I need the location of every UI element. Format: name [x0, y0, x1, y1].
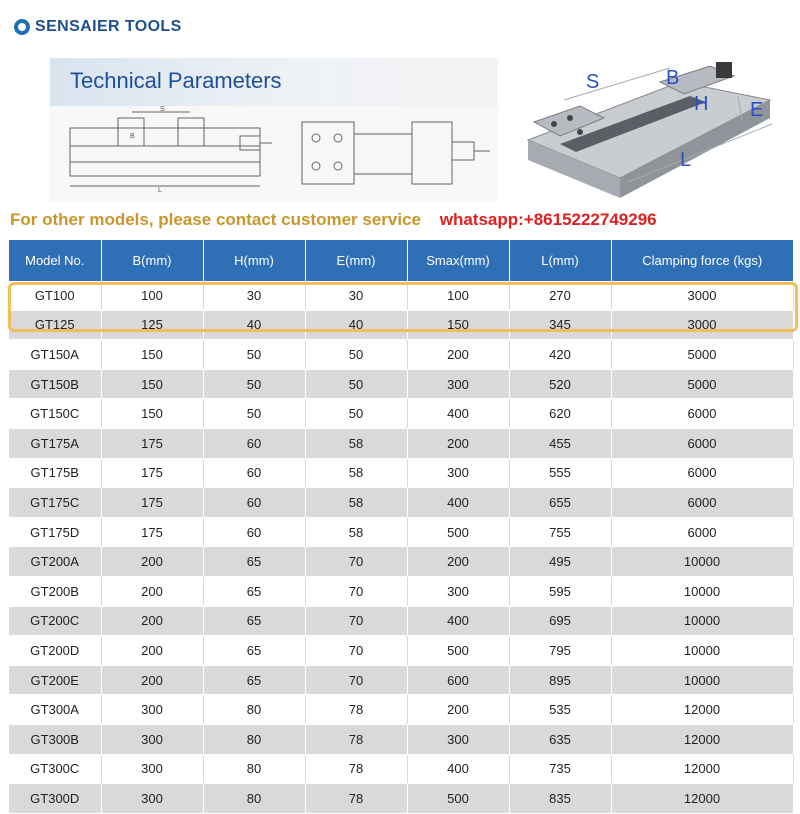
table-cell: 78	[305, 724, 407, 754]
contact-line	[10, 210, 657, 230]
table-cell: 12000	[611, 724, 793, 754]
table-row	[9, 517, 793, 547]
table-cell: 10000	[611, 576, 793, 606]
table-cell: 12000	[611, 754, 793, 784]
banner-title: Technical Parameters	[70, 68, 282, 93]
table-cell: 150	[407, 310, 509, 340]
table-cell: 795	[509, 636, 611, 666]
table-cell: GT300B	[9, 724, 101, 754]
table-cell: GT175C	[9, 488, 101, 518]
table-row	[9, 754, 793, 784]
table-row	[9, 428, 793, 458]
table-cell: 50	[203, 369, 305, 399]
table-cell: 60	[203, 488, 305, 518]
diagram-label-h: H	[694, 93, 709, 115]
table-cell: 100	[407, 281, 509, 310]
table-cell: 895	[509, 665, 611, 695]
table-cell: 10000	[611, 547, 793, 577]
table-cell: 695	[509, 606, 611, 636]
table-cell: 6000	[611, 517, 793, 547]
table-cell: 270	[509, 281, 611, 310]
table-cell: 50	[203, 340, 305, 370]
table-cell: GT300C	[9, 754, 101, 784]
table-cell: 300	[101, 724, 203, 754]
table-cell: 50	[203, 399, 305, 429]
table-row	[9, 547, 793, 577]
table-cell: 600	[407, 665, 509, 695]
table-cell: GT125	[9, 310, 101, 340]
parameters-banner	[50, 58, 498, 106]
table-cell: 150	[101, 369, 203, 399]
table-cell: 30	[203, 281, 305, 310]
logo-text: SENSAIER TOOLS	[35, 18, 182, 35]
table-cell: 3000	[611, 281, 793, 310]
table-row	[9, 458, 793, 488]
table-cell: 200	[407, 428, 509, 458]
table-cell: 78	[305, 784, 407, 814]
table-cell: 175	[101, 458, 203, 488]
table-row	[9, 488, 793, 518]
table-cell: 400	[407, 488, 509, 518]
table-cell: 58	[305, 488, 407, 518]
table-cell: 175	[101, 488, 203, 518]
table-cell: 535	[509, 695, 611, 725]
technical-drawings	[50, 106, 498, 202]
table-cell: GT200A	[9, 547, 101, 577]
table-cell: 620	[509, 399, 611, 429]
table-cell: 6000	[611, 458, 793, 488]
table-cell: 58	[305, 428, 407, 458]
table-cell: 175	[101, 428, 203, 458]
table-cell: 150	[101, 340, 203, 370]
table-cell: 78	[305, 754, 407, 784]
table-cell: 125	[101, 310, 203, 340]
table-cell: 345	[509, 310, 611, 340]
diagram-label-b: B	[666, 67, 680, 89]
table-cell: 200	[407, 340, 509, 370]
table-cell: 60	[203, 517, 305, 547]
table-cell: GT200C	[9, 606, 101, 636]
table-cell: 500	[407, 517, 509, 547]
table-row	[9, 340, 793, 370]
logo-mark-icon	[14, 19, 30, 35]
spec-table	[9, 240, 794, 814]
header-model-no: Model No.	[9, 240, 101, 281]
table-header-row	[9, 240, 793, 281]
table-row	[9, 281, 793, 310]
table-cell: 5000	[611, 340, 793, 370]
table-cell: GT300A	[9, 695, 101, 725]
table-cell: 65	[203, 665, 305, 695]
table-cell: 100	[101, 281, 203, 310]
table-cell: 10000	[611, 636, 793, 666]
table-cell: GT200E	[9, 665, 101, 695]
vise-product-photo	[520, 60, 790, 202]
table-cell: GT300D	[9, 784, 101, 814]
table-cell: 78	[305, 695, 407, 725]
table-cell: 420	[509, 340, 611, 370]
diagram-label-e: E	[750, 99, 764, 121]
table-cell: 80	[203, 784, 305, 814]
table-row	[9, 606, 793, 636]
vise-photo-icon	[520, 60, 790, 202]
table-cell: 50	[305, 399, 407, 429]
table-cell: 80	[203, 695, 305, 725]
table-row	[9, 310, 793, 340]
table-cell: GT175D	[9, 517, 101, 547]
table-cell: 50	[305, 369, 407, 399]
table-cell: 455	[509, 428, 611, 458]
table-cell: 635	[509, 724, 611, 754]
table-cell: 6000	[611, 488, 793, 518]
table-cell: 175	[101, 517, 203, 547]
table-cell: 65	[203, 576, 305, 606]
table-cell: 520	[509, 369, 611, 399]
table-row	[9, 784, 793, 814]
table-cell: 300	[101, 754, 203, 784]
whatsapp-contact: whatsapp:+8615222749296	[439, 210, 657, 229]
header-h-mm: H(mm)	[203, 240, 305, 281]
table-cell: 10000	[611, 665, 793, 695]
diagram-label-l: L	[680, 149, 692, 171]
table-row	[9, 576, 793, 606]
table-cell: 58	[305, 517, 407, 547]
drawing-label-b: B	[130, 133, 135, 140]
table-cell: 40	[305, 310, 407, 340]
table-cell: 595	[509, 576, 611, 606]
table-cell: 300	[407, 576, 509, 606]
table-cell: 300	[101, 784, 203, 814]
vise-drawings-icon	[50, 106, 498, 202]
table-cell: GT175B	[9, 458, 101, 488]
table-row	[9, 695, 793, 725]
table-cell: GT200D	[9, 636, 101, 666]
table-cell: GT150B	[9, 369, 101, 399]
table-row	[9, 636, 793, 666]
table-cell: 300	[407, 724, 509, 754]
table-cell: 495	[509, 547, 611, 577]
table-cell: 200	[101, 636, 203, 666]
table-cell: 58	[305, 458, 407, 488]
table-cell: 735	[509, 754, 611, 784]
table-cell: 50	[305, 340, 407, 370]
table-row	[9, 369, 793, 399]
table-cell: 60	[203, 458, 305, 488]
table-row	[9, 724, 793, 754]
drawing-label-l: L	[158, 187, 162, 194]
header-b-mm: B(mm)	[101, 240, 203, 281]
table-cell: 80	[203, 724, 305, 754]
table-cell: 70	[305, 576, 407, 606]
table-cell: 200	[407, 695, 509, 725]
table-cell: 500	[407, 636, 509, 666]
table-cell: GT200B	[9, 576, 101, 606]
header-l-mm: L(mm)	[509, 240, 611, 281]
table-cell: 70	[305, 606, 407, 636]
table-cell: 755	[509, 517, 611, 547]
table-cell: 835	[509, 784, 611, 814]
table-cell: 65	[203, 606, 305, 636]
table-row	[9, 665, 793, 695]
table-cell: 40	[203, 310, 305, 340]
table-cell: 500	[407, 784, 509, 814]
brand-logo	[14, 14, 182, 40]
table-cell: 70	[305, 665, 407, 695]
table-cell: GT150A	[9, 340, 101, 370]
table-cell: 200	[101, 547, 203, 577]
table-cell: 400	[407, 606, 509, 636]
table-cell: GT100	[9, 281, 101, 310]
table-cell: 3000	[611, 310, 793, 340]
table-row	[9, 399, 793, 429]
table-cell: 6000	[611, 399, 793, 429]
header-smax-mm: Smax(mm)	[407, 240, 509, 281]
table-cell: 6000	[611, 428, 793, 458]
table-cell: 70	[305, 547, 407, 577]
header-e-mm: E(mm)	[305, 240, 407, 281]
table-cell: 65	[203, 636, 305, 666]
table-cell: 300	[407, 369, 509, 399]
table-cell: 555	[509, 458, 611, 488]
table-cell: 200	[101, 576, 203, 606]
table-cell: 400	[407, 754, 509, 784]
table-cell: 10000	[611, 606, 793, 636]
contact-message: For other models, please contact customer service	[10, 210, 421, 229]
table-cell: 150	[101, 399, 203, 429]
diagram-label-s: S	[586, 71, 600, 93]
drawing-label-s: S	[160, 106, 165, 113]
table-cell: GT175A	[9, 428, 101, 458]
table-cell: 200	[101, 606, 203, 636]
table-cell: 12000	[611, 695, 793, 725]
header-clamping-force: Clamping force (kgs)	[611, 240, 793, 281]
table-cell: 30	[305, 281, 407, 310]
table-cell: 300	[101, 695, 203, 725]
table-cell: 300	[407, 458, 509, 488]
table-cell: 655	[509, 488, 611, 518]
table-cell: 200	[407, 547, 509, 577]
table-cell: 12000	[611, 784, 793, 814]
table-cell: 5000	[611, 369, 793, 399]
table-cell: 70	[305, 636, 407, 666]
table-cell: 80	[203, 754, 305, 784]
table-cell: 200	[101, 665, 203, 695]
table-cell: 65	[203, 547, 305, 577]
table-cell: GT150C	[9, 399, 101, 429]
table-cell: 60	[203, 428, 305, 458]
table-cell: 400	[407, 399, 509, 429]
